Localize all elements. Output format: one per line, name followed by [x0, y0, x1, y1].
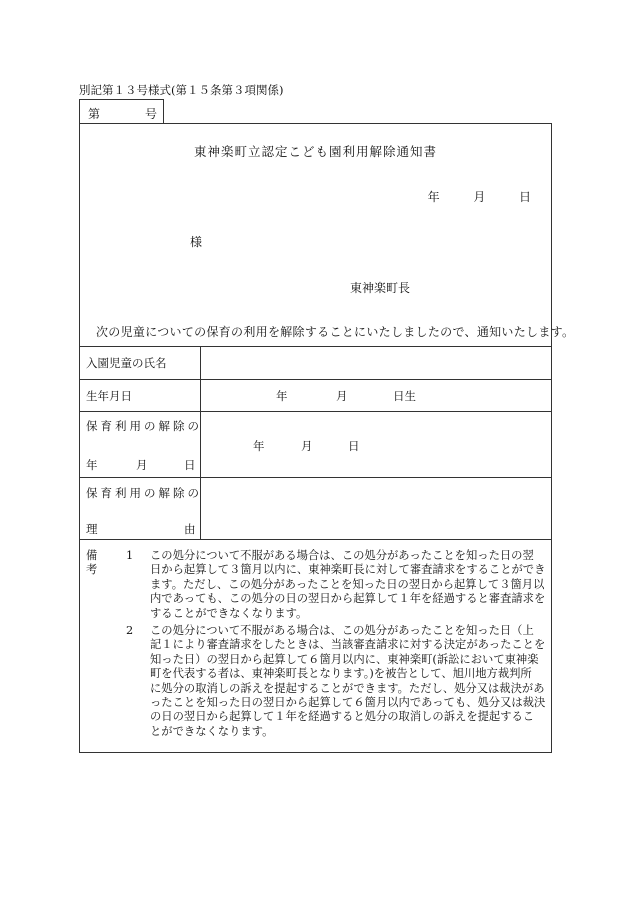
issue-date-day: 日	[518, 190, 531, 204]
remarks-item-1-line: することができなくなります。	[150, 606, 308, 620]
remarks-item-2-line: とができなくなります。	[150, 724, 274, 738]
birthdate-day: 日生	[393, 389, 416, 403]
release-date-label: 保育利用の解除の	[86, 419, 202, 433]
number-suffix: 号	[144, 107, 157, 121]
remarks-item-2-line: この処分について不服がある場合は、この処分があったことを知った日（上	[150, 624, 534, 637]
notice-text: 次の児童についての保育の利用を解除することにいたしましたので、通知いたします。	[96, 325, 575, 339]
form-reference: 別記第１３号様式(第１５条第３項関係)	[79, 83, 284, 97]
child-name-label: 入園児童の氏名	[86, 356, 167, 370]
number-prefix: 第	[88, 107, 101, 121]
remarks-item-1-number: 1	[126, 549, 134, 562]
issue-date	[428, 188, 531, 205]
remarks-item-2-line: 記１により審査請求をしたときは、当該審査請求に対する決定があったことを	[150, 638, 546, 652]
birthdate-month: 月	[336, 389, 348, 403]
remarks-item-1-line: この処分について不服がある場合は、この処分があったことを知った日の翌	[150, 549, 534, 562]
form-body	[79, 123, 575, 753]
row-divider	[80, 477, 551, 478]
release-date-label-day: 日	[184, 458, 196, 472]
remarks-item-2-number: 2	[126, 624, 134, 637]
release-date-month: 月	[301, 439, 313, 453]
remarks-item-2-line: 知った日）の翌日から起算して６箇月以内に、東神楽町(訴訟において東神楽	[150, 652, 539, 666]
row-divider	[80, 411, 551, 412]
release-reason-label-yu: 由	[184, 522, 196, 536]
issue-date-year: 年	[427, 190, 440, 204]
column-divider	[200, 346, 201, 539]
row-divider	[80, 379, 551, 380]
table-bottom-border	[80, 539, 551, 540]
remarks-item-2-line: 町を代表する者は、東神楽町長となります。)を被告として、旭川地方裁判所	[150, 667, 532, 681]
release-date-label-year: 年	[86, 458, 98, 472]
release-reason-label-ri: 理	[86, 522, 98, 536]
issuer-name: 東神楽町長	[350, 281, 411, 295]
remarks-item-1-line: 日から起算して３箇月以内に、東神楽町長に対して審査請求をすることができ	[150, 563, 546, 577]
release-date-label-month: 月	[136, 458, 148, 472]
number-box	[79, 99, 164, 124]
remarks-item-2-line: の日の翌日から起算して１年を経過すると処分の取消しの訴えを提起するこ	[150, 710, 535, 724]
birthdate-label: 生年月日	[86, 389, 132, 403]
release-date-year: 年	[253, 439, 265, 453]
release-reason-label: 保育利用の解除の	[86, 486, 202, 500]
remarks-heading: 備 考	[86, 549, 125, 577]
release-date-day: 日	[348, 439, 360, 453]
addressee-suffix: 様	[190, 235, 203, 249]
remarks-item-2-line: に処分の取消しの訴えを提起することができます。ただし、処分又は裁決があ	[150, 681, 545, 695]
remarks-item-1-line: ます。ただし、この処分があったことを知った日の翌日から起算して３箇月以	[150, 577, 545, 591]
remarks-item-1-line: 内であっても、この処分の日の翌日から起算して１年を経過すると審査請求を	[150, 592, 546, 606]
birthdate-year: 年	[276, 389, 288, 403]
document-title: 東神楽町立認定こども園利用解除通知書	[193, 144, 437, 159]
table-top-border	[80, 346, 551, 347]
remarks-item-2-line: ったことを知った日の翌日から起算して６箇月以内であっても、処分又は裁決	[150, 696, 546, 709]
issue-date-month: 月	[473, 190, 486, 204]
